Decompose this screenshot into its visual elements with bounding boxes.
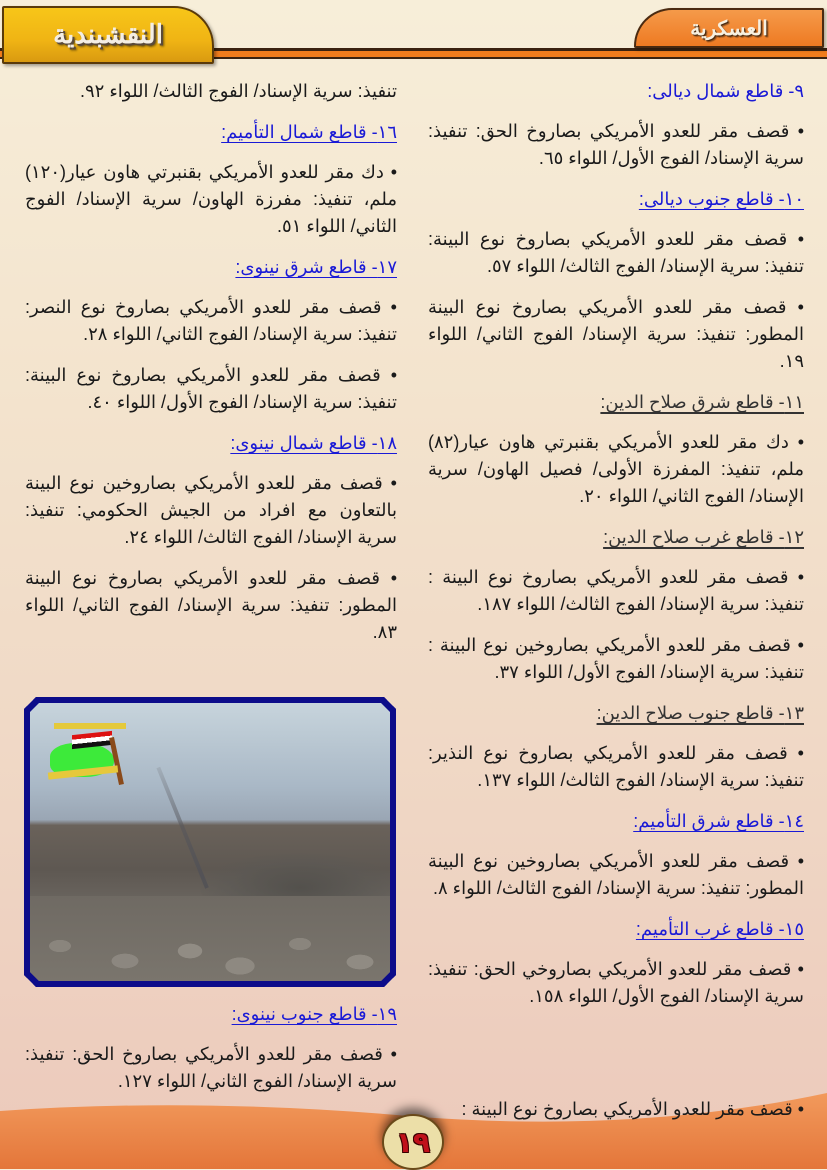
photo-scene [30, 703, 390, 981]
rocket-trail [156, 767, 208, 889]
section-heading: ١٨- قاطع شمال نينوى: [230, 433, 397, 453]
section-heading: ٩- قاطع شمال ديالى: [647, 81, 804, 101]
list-item: • قصف مقر للعدو الأمريكي بصاروخ الحق: تنفيذ: سرية الإسناد/ الفوج الثاني/ اللواء ١٢٧. [25, 1041, 397, 1095]
iraq-flag-icon [72, 731, 112, 749]
list-item: • قصف مقر للعدو الأمريكي بصاروخ نوع البينة : تنفيذ: سرية الإسناد/ الفوج الثالث/ اللواء ١٨٧. [428, 564, 804, 618]
rocky-ground [30, 896, 390, 981]
section-heading: ١٣- قاطع جنوب صلاح الدين: [596, 703, 804, 723]
section-heading: ١٦- قاطع شمال التأميم: [221, 122, 397, 142]
list-item-trailing [428, 1096, 804, 1123]
list-item: • قصف مقر للعدو الأمريكي بصاروخ نوع البينة المطور: تنفيذ: سرية الإسناد/ الفوج الثاني/ اللواء ١٩. [428, 294, 804, 375]
section-tab [634, 8, 824, 48]
magazine-brand-tab [2, 6, 214, 64]
list-item: • قصف مقر للعدو الأمريكي بصاروخ نوع البينة المطور: تنفيذ: سرية الإسناد/ الفوج الثاني/ اللواء ٨٣. [25, 565, 397, 646]
watermark-logo [46, 723, 128, 787]
list-item: • قصف مقر للعدو الأمريكي بصاروخين نوع البينة بالتعاون مع افراد من الجيش الحكومي: تنفيذ: سرية الإسناد/ الفوج الثالث/ اللواء ٢٤. [25, 470, 397, 551]
list-item: • قصف مقر للعدو الأمريكي بصاروخ نوع البينة: تنفيذ: سرية الإسناد/ الفوج الأول/ اللواء ٤٠. [25, 362, 397, 416]
bullet: • [792, 1099, 804, 1119]
list-item: • دك مقر للعدو الأمريكي بقنبرتي هاون عيار(١٢٠) ملم، تنفيذ: مفرزة الهاون/ سرية الإسناد/ الفوج الثاني/ اللواء ٥١. [25, 159, 397, 240]
section-heading: ١٩- قاطع جنوب نينوى: [231, 1004, 397, 1024]
list-item: • قصف مقر للعدو الأمريكي بصاروخ نوع النصر: تنفيذ: سرية الإسناد/ الفوج الثاني/ اللواء ٢٨. [25, 294, 397, 348]
list-item: • قصف مقر للعدو الأمريكي بصاروخ نوع البينة: تنفيذ: سرية الإسناد/ الفوج الثالث/ اللواء ٥٧. [428, 226, 804, 280]
list-item: • قصف مقر للعدو الأمريكي بصاروخين نوع البينة : تنفيذ: سرية الإسناد/ الفوج الأول/ اللواء ٣٧. [428, 632, 804, 686]
list-item: • دك مقر للعدو الأمريكي بقنبرتي هاون عيار(٨٢) ملم، تنفيذ: المفرزة الأولى/ فصيل الهاون/ سرية الإسناد/ الفوج الثاني/ اللواء ٢٠. [428, 429, 804, 510]
section-heading: ١٧- قاطع شرق نينوى: [235, 257, 397, 277]
magazine-title: النقشبندية [53, 20, 163, 50]
section-heading: ١٤- قاطع شرق التأميم: [633, 811, 804, 831]
continued-text: تنفيذ: سرية الإسناد/ الفوج الثالث/ اللواء ٩٢. [79, 81, 397, 101]
section-heading: ١٠- قاطع جنوب ديالى: [638, 189, 804, 209]
list-item: • قصف مقر للعدو الأمريكي بصاروخ نوع النذير: تنفيذ: سرية الإسناد/ الفوج الثالث/ اللواء ١٣٧. [428, 740, 804, 794]
page-number: ١٩ [395, 1125, 431, 1159]
section-heading: ١١- قاطع شرق صلاح الدين: [600, 392, 804, 412]
rocket-launch-photo [24, 697, 396, 987]
section-heading: ١٢- قاطع غرب صلاح الدين: [603, 527, 804, 547]
list-item: • قصف مقر للعدو الأمريكي بصاروخ الحق: تنفيذ: سرية الإسناد/ الفوج الأول/ اللواء ٦٥. [428, 118, 804, 172]
left-column [25, 78, 397, 660]
logo-banner [54, 723, 126, 729]
list-item: • قصف مقر للعدو الأمريكي بصاروخين نوع البينة المطور: تنفيذ: سرية الإسناد/ الفوج الثالث/ اللواء ٨. [428, 848, 804, 902]
list-item: • قصف مقر للعدو الأمريكي بصاروخي الحق: تنفيذ: سرية الإسناد/ الفوج الأول/ اللواء ١٥٨. [428, 956, 804, 1010]
list-item-text: قصف مقر للعدو الأمريكي بصاروخ نوع البينة : [461, 1099, 793, 1119]
section-heading: ١٥- قاطع غرب التأميم: [635, 919, 804, 939]
right-column [428, 78, 804, 1024]
section-title: العسكرية [690, 16, 768, 40]
